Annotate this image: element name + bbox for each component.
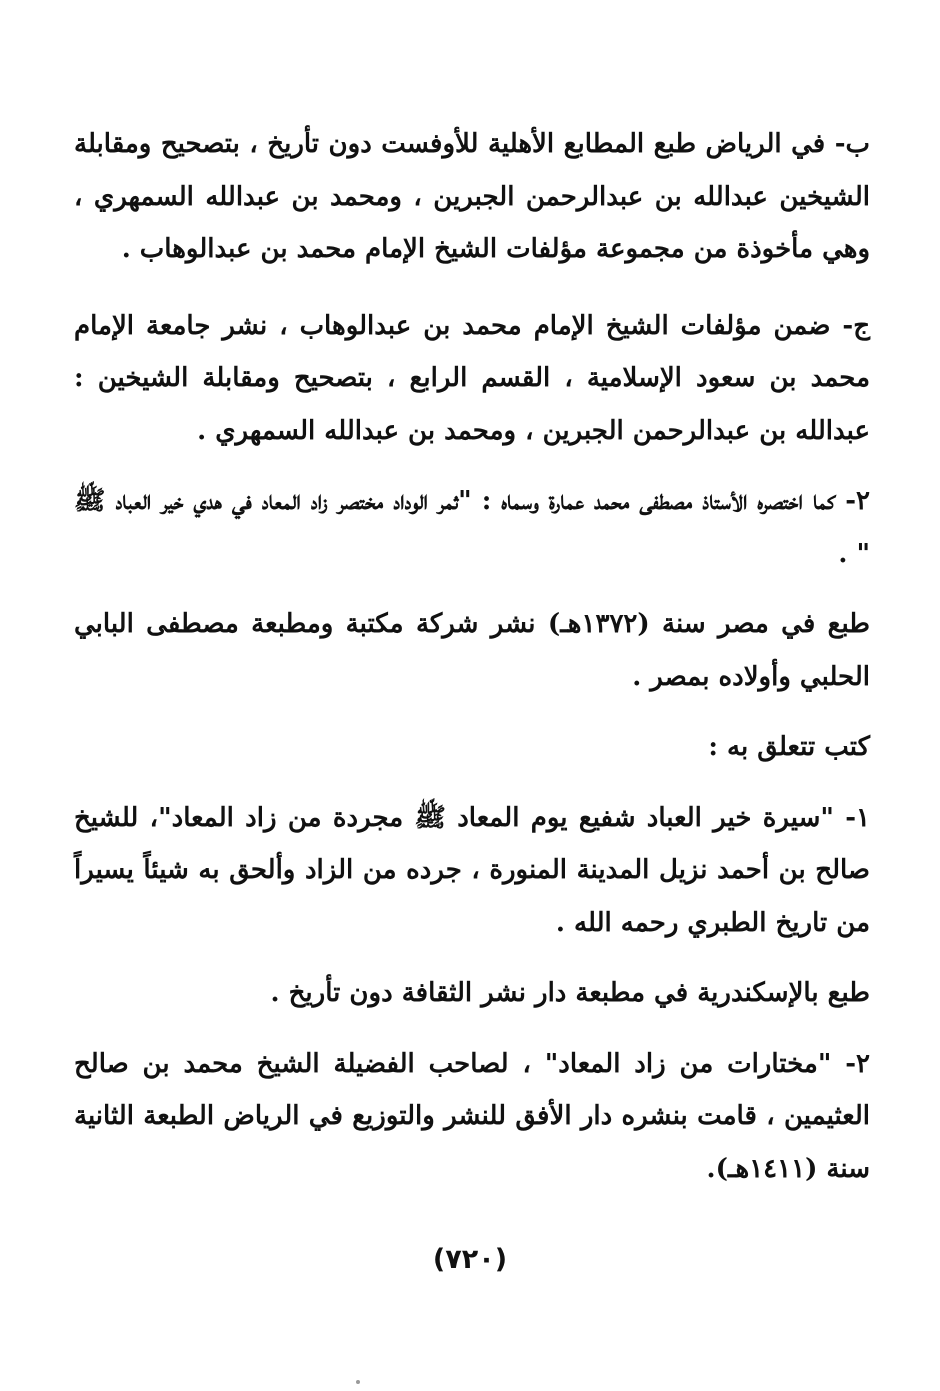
scan-speck bbox=[356, 1380, 360, 1384]
paragraph-edition-riyadh: ب- في الرياض طبع المطابع الأهلية للأوفست دون تأريخ ، بتصحيح ومقابلة الشيخين عبدالله بن عبدالرحمن الجبرين ، ومحمد بن عبدالله السمهري ، وهي مأخوذة من مجموعة مؤلفات الشيخ الإمام محمد بن عبدالوهاب . bbox=[74, 129, 870, 264]
page-number: (٧٢٠) bbox=[432, 1244, 508, 1275]
paragraph-related-book-2: ٢- "مختارات من زاد المعاد" ، لصاحب الفضيلة الشيخ محمد بن صالح العثيمين ، قامت بنشره دار الأفق للنشر والتوزيع في الرياض الطبعة الثانية سنة (١٤١١هـ). bbox=[74, 1048, 870, 1184]
paragraph-edition-collected-works: ج- ضمن مؤلفات الشيخ الإمام محمد بن عبدالوهاب ، نشر جامعة الإمام محمد بن سعود الإسلامية ، القسم الرابع ، بتصحيح ومقابلة الشيخين : عبدالله بن عبدالرحمن الجبرين ، ومحمد بن عبدالله السمهري . bbox=[74, 310, 870, 446]
page-body bbox=[74, 118, 870, 1195]
paragraph-abridgement-print: طبع في مصر سنة (١٣٧٢هـ) نشر شركة مكتبة ومطبعة مصطفى البابي الحلبي وأولاده بمصر . bbox=[74, 609, 871, 692]
paragraph-related-book-1: ١- "سيرة خير العباد شفيع يوم المعاد ﷺ مجردة من زاد المعاد"، للشيخ صالح بن أحمد نزيل المدينة المنورة ، جرده من الزاد وألحق به شيئاً يسيراً من تاريخ الطبري رحمه الله . bbox=[74, 802, 870, 938]
paragraph-abridgement: ٢- كما اختصره الأستاذ مصطفى محمد عمارة وسماه : "ثمر الوداد مختصر زاد المعاد في هدي خير العباد ﷺ " . bbox=[74, 486, 870, 569]
paragraph-related-book-1-print: طبع بالإسكندرية في مطبعة دار نشر الثقافة دون تأريخ . bbox=[270, 978, 870, 1008]
section-heading-related-books: كتب تتعلق به : bbox=[708, 732, 870, 762]
